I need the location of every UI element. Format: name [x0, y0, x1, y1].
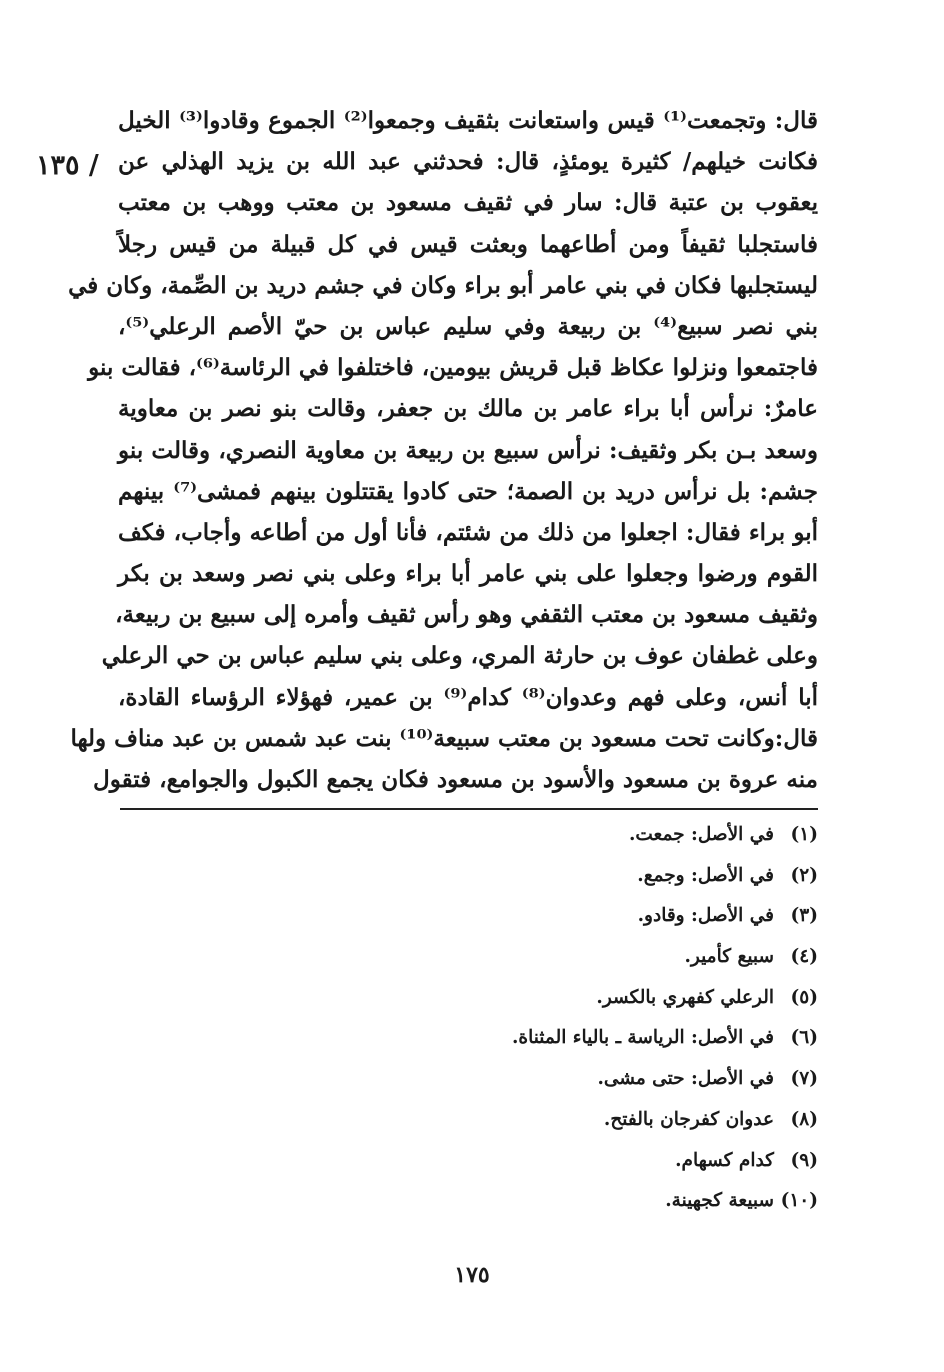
footnote	[398, 937, 818, 978]
footnote-text: الرعلي كفهري بالكسر.	[596, 986, 774, 1008]
footnote-text: سبيعة كجهينة.	[665, 1190, 774, 1212]
footnote-number: (٥)	[790, 986, 818, 1008]
footnote-number: (٨)	[790, 1108, 818, 1130]
footnote	[398, 1141, 818, 1182]
footnotes	[398, 815, 818, 1222]
footnote	[398, 815, 818, 856]
text-line: أبا أنس، وعلى فهم وعدوان⁽⁸⁾ كدام⁽⁹⁾ بن عمير، فهؤلاء الرؤساء القادة،	[118, 683, 819, 711]
text-line: قال:وكانت تحت مسعود بن معتب سبيعة⁽¹⁰⁾ بنت عبد شمس بن عبد مناف ولها	[70, 724, 818, 752]
footnote	[398, 978, 818, 1019]
text-line: عامرٌ: نرأس أبا براء عامر بن مالك بن جعفر، وقالت بنو نصر بن معاوية	[118, 395, 818, 423]
text-line: جشم: بل نرأس دريد بن الصمة؛ حتى كادوا يقتتلون بينهم فمشى⁽⁷⁾ بينهم	[118, 477, 818, 505]
main-text	[68, 100, 819, 800]
footnote-number: (١)	[790, 824, 818, 845]
footnote-text: في الأصل: جمعت.	[628, 824, 774, 845]
text-line: القوم ورضوا وجعلوا على بني عامر أبا براء وعلى بني نصر وسعد بن بكر	[118, 560, 818, 588]
text-line: يعقوب بن عتبة قال: سار في ثقيف مسعود بن معتب ووهب بن معتب	[118, 189, 818, 217]
footnote-text: في الأصل: وقادو.	[637, 905, 774, 927]
footnote-text: كدام كسهام.	[675, 1149, 774, 1171]
footnote-text: في الأصل: الرياسة ـ بالياء المثناة.	[511, 1027, 774, 1049]
text-line: بني نصر سبيع⁽⁴⁾ بن ربيعة وفي سليم عباس بن حيّ الأصم الرعلي⁽⁵⁾،	[118, 312, 818, 340]
footnote	[398, 1018, 818, 1059]
footnote-divider	[120, 808, 818, 810]
footnote-text: في الأصل: حتى مشى.	[597, 1068, 774, 1090]
footnote-number: (٤)	[790, 946, 818, 968]
text-line: وثقيف مسعود بن معتب الثقفي وهو رأس ثقيف وأمره إلى سبيع بن ربيعة،	[115, 601, 818, 629]
footnote-number: (٣)	[790, 905, 818, 927]
footnote	[398, 1059, 818, 1100]
text-line: أبو براء فقال: اجعلوا من ذلك من شئتم، فأنا أول من أطاعه وأجاب، فكف	[118, 518, 818, 546]
margin-page-reference: / ١٣٥	[36, 150, 99, 181]
footnote-text: عدوان كفرجان بالفتح.	[603, 1108, 774, 1130]
footnote-text: سبيع كأمير.	[684, 946, 774, 968]
text-line: فاستجلبا ثقيفاً ومن أطاعهما وبعثت قيس في كل قبيلة من قيس رجلاً	[118, 230, 818, 258]
text-line: منه عروة بن مسعود والأسود بن مسعود فكان يجمع الكبول والجوامع، فتقول	[93, 766, 818, 793]
text-line: وعلى غطفان عوف بن حارثة المري، وعلى بني سليم عباس بن حي الرعلي	[101, 642, 818, 670]
text-line: ليستجلبها فكان في بني عامر أبو براء وكان في جشم دريد بن الصِّمة، وكان في	[68, 271, 818, 299]
footnote-text: في الأصل: وجمع.	[637, 864, 774, 886]
text-line: فاجتمعوا ونزلوا عكاظ قبل قريش بيومين، فاختلفوا في الرئاسة⁽⁶⁾، فقالت بنو	[88, 354, 818, 382]
text-line: قال: وتجمعت⁽¹⁾ قيس واستعانت بثقيف وجمعوا⁽²⁾ الجموع وقادوا⁽³⁾ الخيل	[118, 107, 818, 134]
footnote-number: (١٠)	[780, 1190, 818, 1212]
footnote	[398, 1181, 818, 1222]
footnote-number: (٧)	[790, 1068, 818, 1090]
footnote	[398, 896, 818, 937]
page-number: ١٧٥	[454, 1262, 490, 1288]
footnote-number: (٩)	[790, 1149, 818, 1171]
text-line: فكانت خيلهم/ كثيرة يومئذٍ، قال: فحدثني عبد الله بن يزيد الهذلي عن	[118, 148, 818, 176]
footnote-number: (٢)	[790, 864, 818, 886]
footnote	[398, 856, 818, 897]
footnote-number: (٦)	[790, 1027, 818, 1049]
text-line: وسعد بـن بكر وثقيف: نرأس سبيع بن ربيعة بن معاوية النصري، وقالت بنو	[118, 436, 818, 464]
footnote	[398, 1100, 818, 1141]
